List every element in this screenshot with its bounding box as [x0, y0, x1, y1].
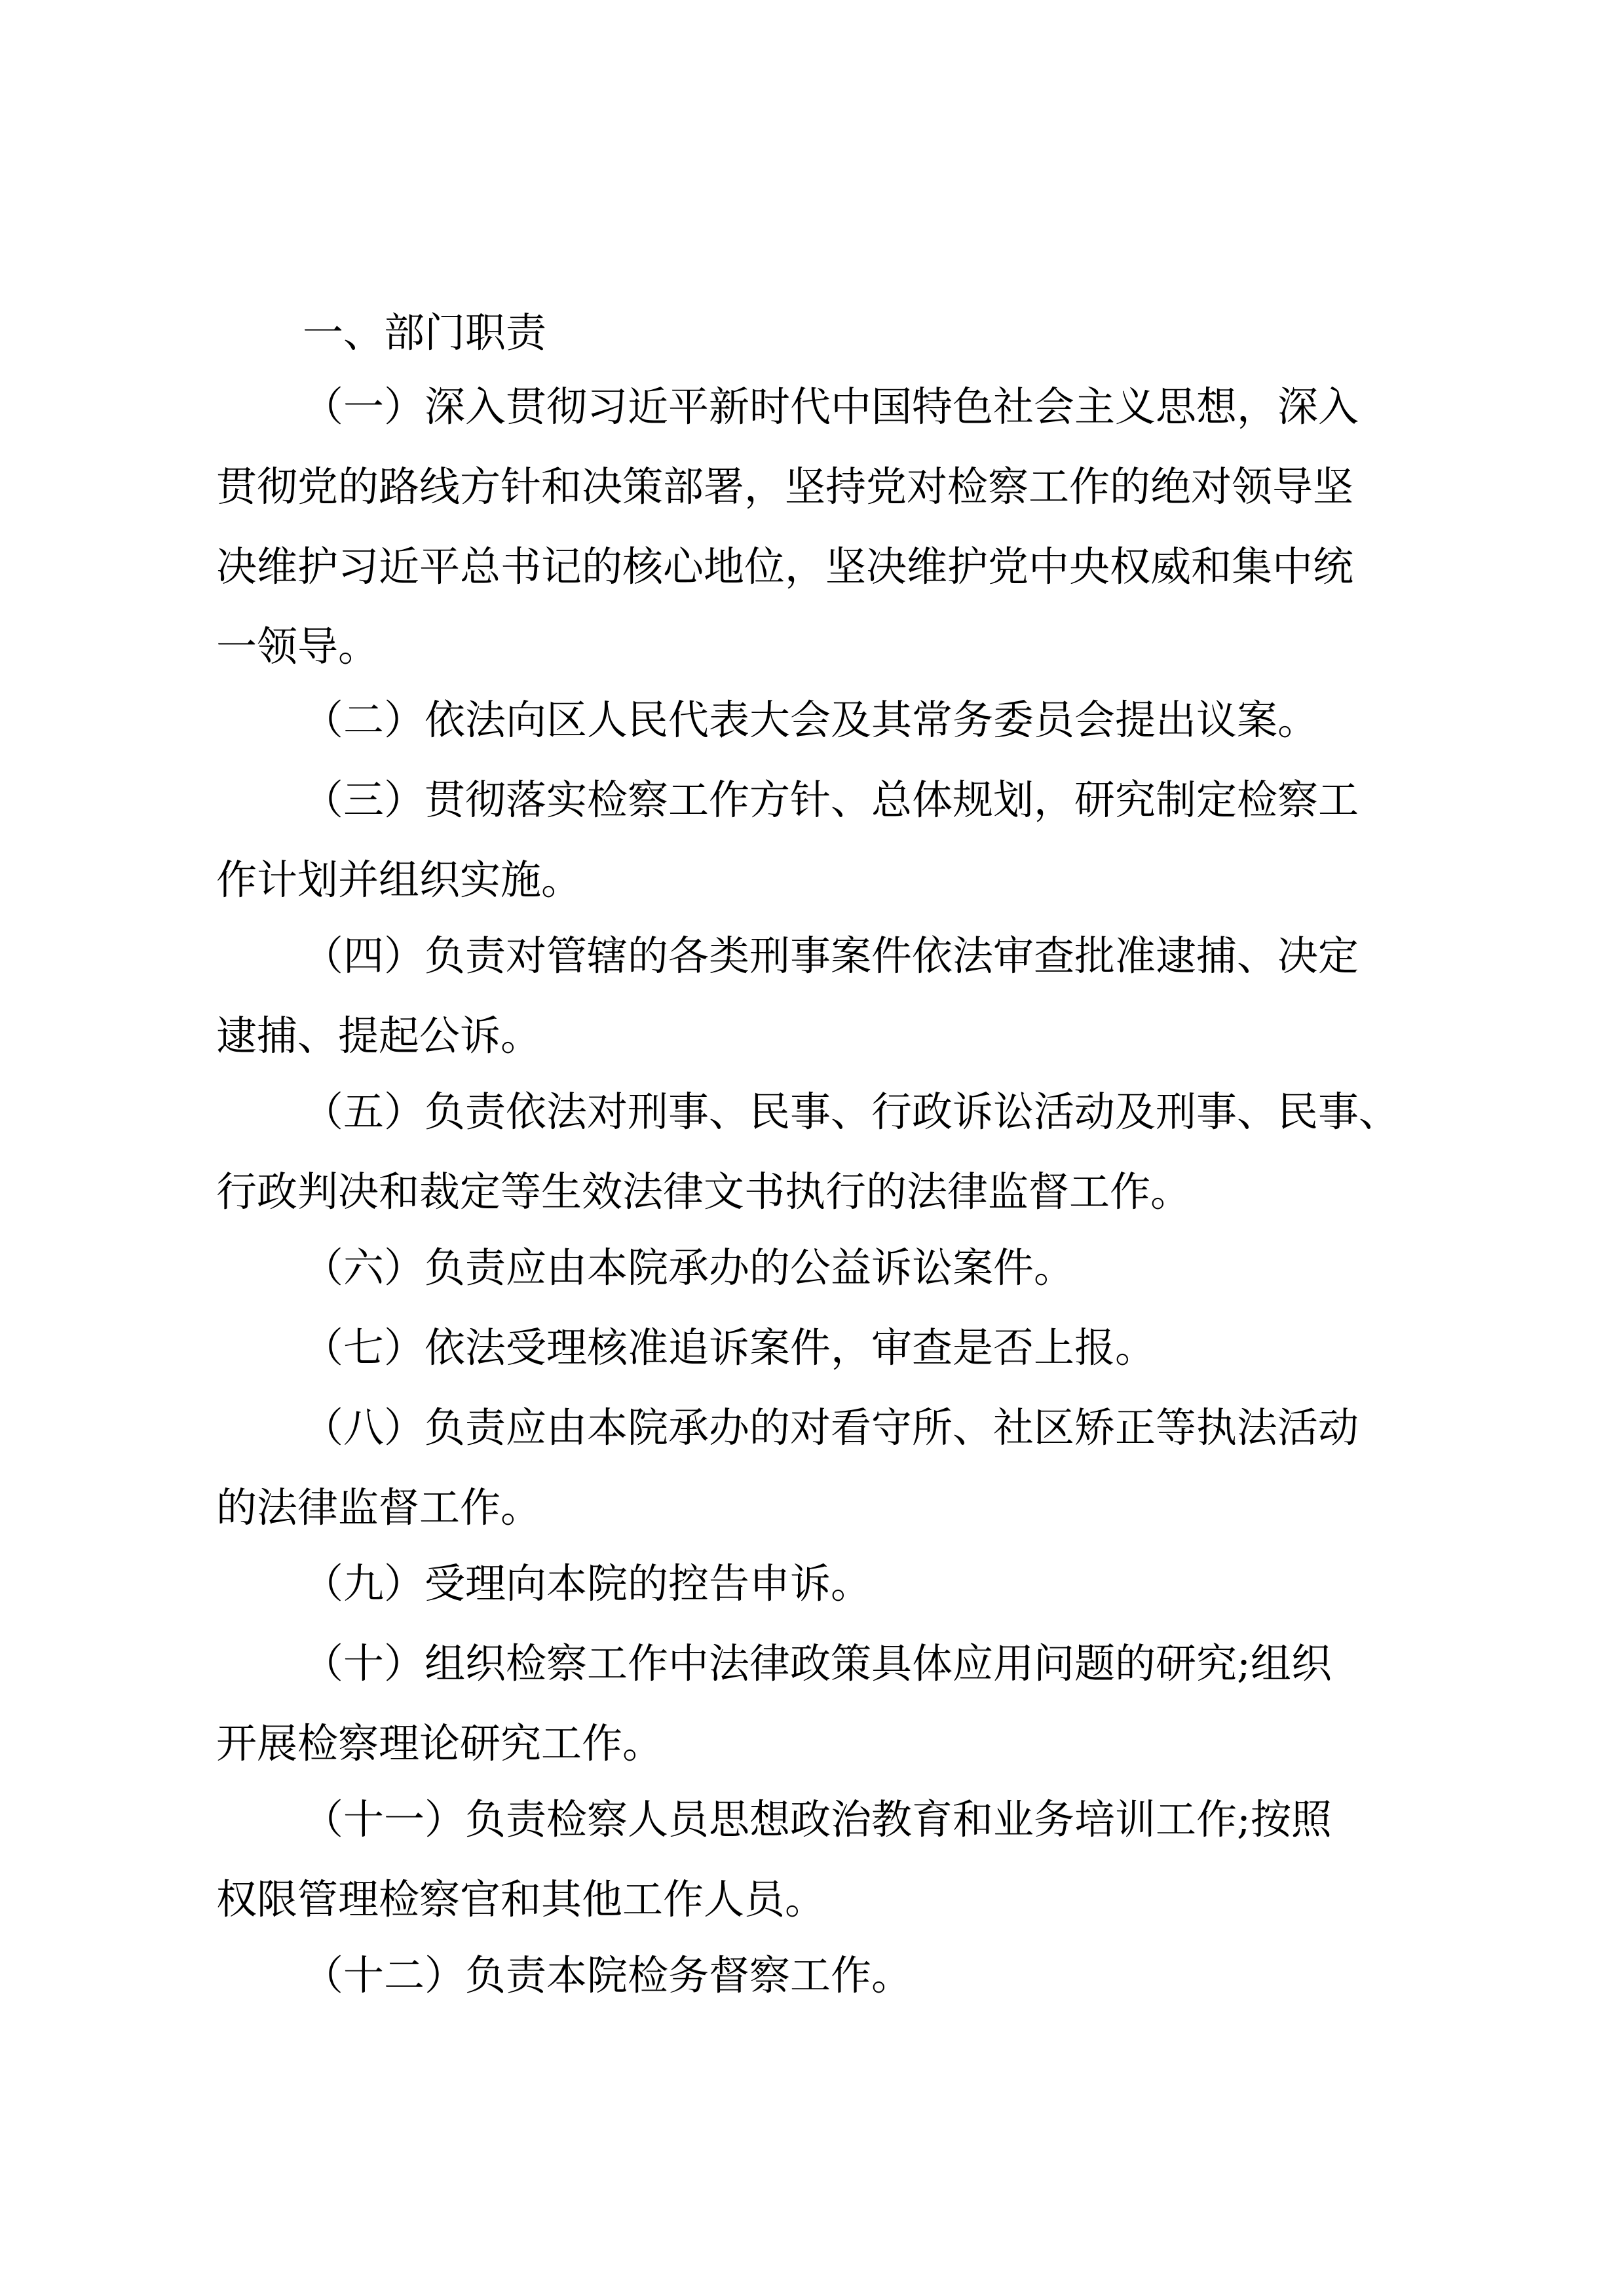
duty-item-1 — [216, 367, 1441, 687]
duty-item-10-line-1: （十）组织检察工作中法律政策具体应用问题的研究;组织 — [303, 1639, 1332, 1687]
duty-item-3-line-1: （三）贯彻落实检察工作方针、总体规划，研究制定检察工 — [303, 776, 1359, 824]
duty-item-5 — [216, 1072, 1441, 1232]
duty-item-11-line-1: （十一）负责检察人员思想政治教育和业务培训工作;按照 — [303, 1795, 1332, 1843]
duty-item-9 — [216, 1544, 1441, 1624]
duty-item-11 — [216, 1780, 1441, 1940]
duty-item-4 — [216, 916, 1441, 1076]
duty-item-6 — [216, 1228, 1441, 1308]
duty-item-8-line-2: 的法律监督工作。 — [216, 1483, 542, 1531]
duty-item-3 — [216, 760, 1441, 920]
duty-item-8 — [216, 1388, 1441, 1548]
duty-item-2-line-1: （二）依法向区人民代表大会及其常务委员会提出议案。 — [303, 696, 1319, 744]
duty-item-10-line-2: 开展检察理论研究工作。 — [216, 1719, 664, 1767]
duty-item-7 — [216, 1308, 1441, 1388]
duty-item-1-line-3: 决维护习近平总书记的核心地位，坚决维护党中央权威和集中统 — [216, 543, 1354, 590]
duty-item-7-line-1: （七）依法受理核准追诉案件，审查是否上报。 — [303, 1324, 1156, 1371]
duty-item-8-line-1: （八）负责应由本院承办的对看守所、社区矫正等执法活动 — [303, 1404, 1359, 1451]
duty-item-1-line-4: 一领导。 — [216, 622, 379, 670]
duty-item-12-line-1: （十二）负责本院检务督察工作。 — [303, 1951, 913, 1999]
duty-item-11-line-2: 权限管理检察官和其他工作人员。 — [216, 1875, 826, 1923]
duty-item-4-line-2: 逮捕、提起公诉。 — [216, 1012, 542, 1060]
duty-item-5-line-2: 行政判决和裁定等生效法律文书执行的法律监督工作。 — [216, 1168, 1192, 1215]
duty-item-3-line-2: 作计划并组织实施。 — [216, 856, 582, 904]
duty-item-1-line-2: 贯彻党的路线方针和决策部署，坚持党对检察工作的绝对领导坚 — [216, 463, 1354, 510]
section-heading: 一、部门职责 — [303, 309, 547, 356]
duty-item-12 — [216, 1936, 1441, 2016]
duty-item-1-line-1: （一）深入贯彻习近平新时代中国特色社会主义思想，深入 — [303, 383, 1359, 430]
duty-item-9-line-1: （九）受理向本院的控告申诉。 — [303, 1559, 872, 1607]
duty-item-5-line-1: （五）负责依法对刑事、民事、行政诉讼活动及刑事、民事、 — [303, 1088, 1400, 1136]
duty-item-10 — [216, 1624, 1441, 1784]
duty-item-2 — [216, 680, 1441, 760]
duty-item-6-line-1: （六）负责应由本院承办的公益诉讼案件。 — [303, 1244, 1075, 1292]
duty-item-4-line-1: （四）负责对管辖的各类刑事案件依法审查批准逮捕、决定 — [303, 932, 1359, 980]
